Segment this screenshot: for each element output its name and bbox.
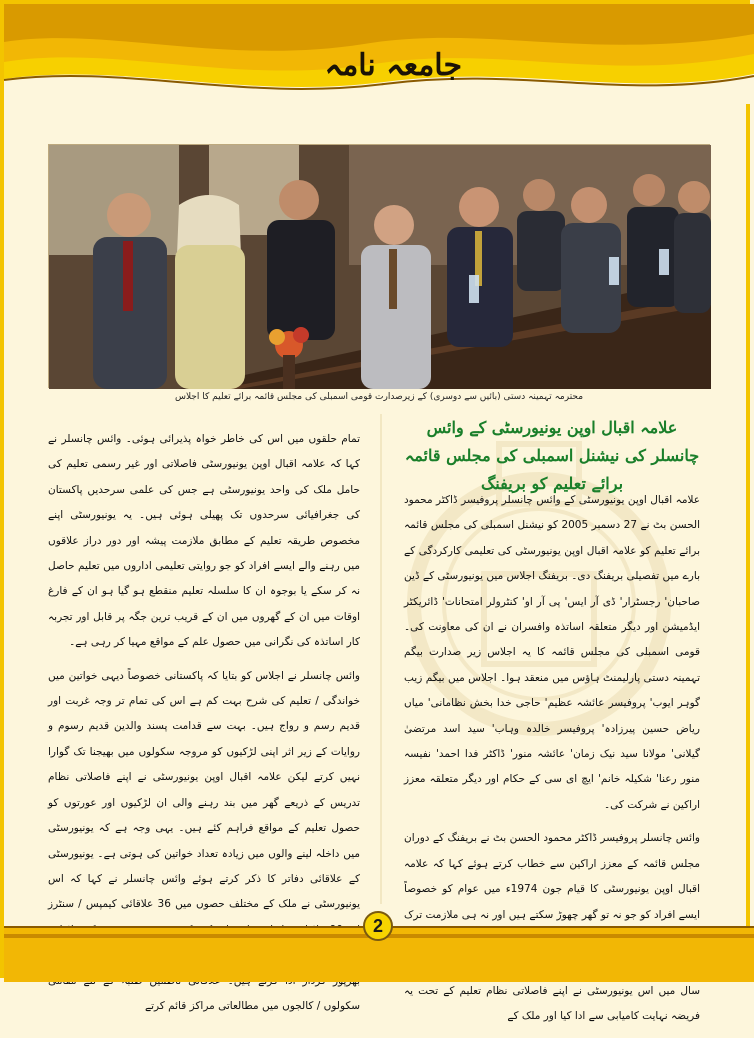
article-headline: علامہ اقبال اوپن یونیورسٹی کے وائس چانسلر کی نیشنل اسمبلی کی مجلس قائمہ برائے تعلیم کو بریفنگ [404, 418, 700, 493]
right-paragraph-1: علامہ اقبال اوپن یونیورسٹی کے وائس چانسلر پروفیسر ڈاکٹر محمود الحسن بٹ نے 27 دسمبر 2005 کو نیشنل اسمبلی کی مجلس قائمہ برائے تعلیم کو علامہ اقبال اوپن یونیورسٹی کی تعلیمی کارکردگی کے بارے میں تفصیلی بریفنگ دی۔ بریفنگ اجلاس میں یونیورسٹی کے ڈین صاحبان' رجسٹرار' ڈی آر ایس' پی آر او' کنٹرولر امتحانات' ڈائریکٹر ایڈمیشن اور دیگر متعلقہ اساتذہ وافسران نے ان کی معاونت کی۔ قومی اسمبلی کی مجلس قائمہ کا یہ اجلاس زیر صدارت بیگم تہمینہ دستی پارلیمنٹ ہاؤس میں منعقد ہوا۔ اجلاس میں بیگم زیب گوہر ایوب' پروفیسر عائشہ عظیم' حاجی خدا بخش نظامانی' میاں ریاض حسین پیرزادہ' پروفیسر خالدہ وہاب' سید اسد مرتضیٰ گیلانی' مولانا سید نیک زمان' عائشہ منور' ڈاکٹر فدا احمد' نفیسہ منور رعنا' شکیلہ خانم' ایچ ای سی کے حکام اور دیگر متعلقہ معزز اراکین نے شرکت کی۔ [404, 494, 701, 811]
left-paragraph-2: وائس چانسلر نے اجلاس کو بتایا کہ پاکستانی خصوصاً دیہی خواتین میں خواندگی / تعلیم کی شرح بہت کم ہے اس کی تمام تر وجہ غربت اور قدیم رسم و رواج ہیں۔ بہت سے قدامت پسند والدین قدیم رسوم و روایات کے زیر اثر اپنی لڑکیوں کو مروجہ سکولوں میں بھیجنا تک گوارا نہیں کرتے لیکن علامہ اقبال اوپن یونیورسٹی نے اپنے فاصلاتی نظام تدریس کے ذریعے گھر میں بند رہنے والی ان لڑکیوں اور عورتوں کو حصول تعلیم کے مواقع فراہم کئے ہیں۔ یہی وجہ ہے کہ یونیورسٹی میں داخلہ لینے والوں میں زیادہ تعداد خواتین کی ہوتی ہے۔ یونیورسٹی کے علاقائی دفاتر کا ذکر کرتے ہوئے وائس چانسلر نے کہا کہ اس یونیورسٹی نے ملک کے مختلف حصوں میں 36 علاقائی کیمپس / سنٹرز سکولوں / کالجوں میں مطالعاتی مراکز قائم کرتے [48, 669, 361, 1012]
masthead-title: جامعہ نامہ [324, 48, 462, 83]
meeting-photo [48, 144, 710, 388]
meeting-photo-illustration [49, 145, 711, 389]
page-header [4, 4, 754, 104]
page-number: 2 [363, 911, 393, 941]
left-paragraph-1: تمام حلقوں میں اس کی خاطر خواہ پذیرائی ہوئی۔ وائس چانسلر نے کہا کہ علامہ اقبال اوپن یونیورسٹی فاصلاتی اور غیر رسمی تعلیم کی حامل ملک کی واحد یونیورسٹی ہے جس کی علمی سرحدیں پاکستان کی جغرافیائی سرحدوں تک پھیلی ہوئی ہیں۔ یہ یونیورسٹی اپنے مخصوص طریقہ تعلیم کے مطابق ملازمت پیشہ اور دور دراز علاقوں میں رہنے والے ایسے افراد کو جو روایتی تعلیمی اداروں میں تعلیم حاصل نہ کر سکے یا بوجوہ ان کا سلسلہ تعلیم منقطع ہو گیا ہو ان کے فارغ اوقات میں ان کے گھروں میں ان کے قریب ترین جگہ پر قابل اور تجربہ کار اساتذہ کی نگرانی میں حصول علم کے مواقع مہیا کر رہی ہے۔ [48, 433, 360, 649]
column-divider [364, 414, 398, 904]
right-paragraph-2: وائس چانسلر پروفیسر ڈاکٹر محمود الحسن بٹ نے بریفنگ کے دوران مجلس قائمہ کے معزز اراکین سے خطاب کرتے ہوئے کہا کہ علامہ اقبال اوپن یونیورسٹی کا قیام جون 1974ء میں عوام کو خصوصاً ایسے افراد کو جو نہ تو گھر چھوڑ سکتے ہیں اور نہ ہی ملازمت ترک سال میں اس یونیورسٹی نے اپنے فاصلاتی نظام تعلیم کے تحت یہ فریضہ نہایت کامیابی سے ادا کیا اور ملک کے [404, 832, 700, 1023]
photo-caption: محترمہ تہمینہ دستی (بائیں سے دوسری) کے زیرصدارت قومی اسمبلی کی مجلس قائمہ برائے تعلیم کا اجلاس [174, 392, 584, 402]
